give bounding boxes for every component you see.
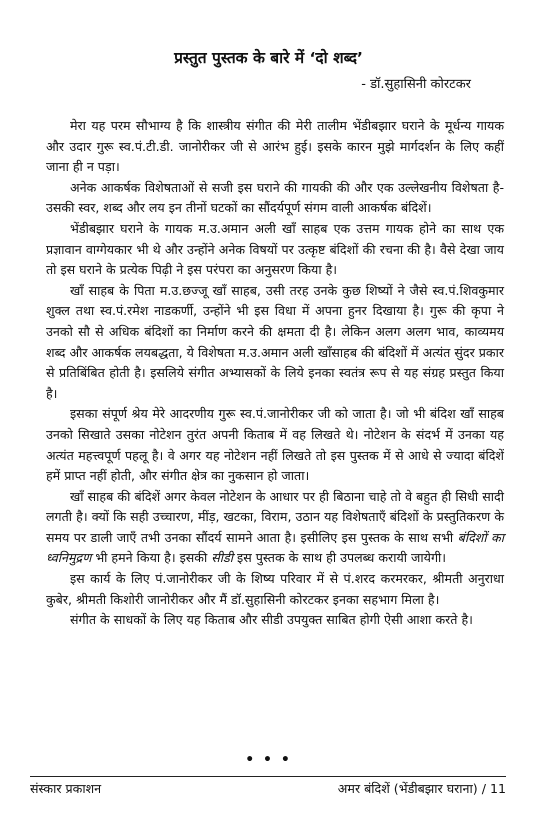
paragraph-6: [46, 487, 504, 569]
paragraph-6-text-middle: भी हमने किया है। इसकी: [91, 550, 212, 566]
paragraph-7: [46, 569, 504, 610]
body-text: [46, 116, 504, 631]
paragraph-8: [46, 610, 504, 631]
paragraph-5: [46, 404, 504, 486]
section-separator: • • •: [245, 752, 292, 768]
footer-rule: [30, 776, 506, 777]
paragraph-7-text: इस कार्य के लिए पं.जानोरीकर जी के शिष्य परिवार में से पं.शरद करमरकर, श्रीमती अनुराधा कुबेर, श्रीमती किशोरी जानोरीकर और मैं डॉ.सुहासिनी कोरटकर इनका सहभाग मिला है।: [46, 571, 504, 607]
paragraph-5-text: इसका संपूर्ण श्रेय मेरे आदरणीय गुरू स्व.पं.जानोरीकर जी को जाता है। जो भी बंदिश खाँ साहब उनको सिखाते उसका नोटेशन तुरंत अपनी किताब में वह लिखते थे। नोटेशन के संदर्भ में उनका यह अत्यंत महत्त्वपूर्ण पहलू है। वे अगर यह नोटेशन नहीं लिखते तो इस पुस्तक में से आधे से ज्यादा बंदिशें हमें प्राप्त नहीं होती, और संगीत क्षेत्र का नुकसान हो जाता।: [46, 406, 504, 484]
paragraph-4: [46, 281, 504, 405]
paragraph-2-text: अनेक आकर्षक विशेषताओं से सजी इस घराने की गायकी की और एक उल्लेखनीय विशेषता है- उसकी स्वर, शब्द और लय इन तीनों घटकों का सौंदर्यपूर्ण संगम वाली आकर्षक बंदिशें।: [46, 179, 504, 216]
paragraph-6-italic-cd: सीडी: [211, 550, 234, 566]
paragraph-1: [46, 116, 504, 178]
paragraph-2: [46, 178, 504, 219]
paragraph-4-text: खाँ साहब के पिता म.उ.छज्जू खाँ साहब, उसी तरह उनके कुछ शिष्यों ने जैसे स्व.पं.शिवकुमार शुक्ल तथा स्व.पं.रमेश नाडकर्णी, उन्होंने भी इस विधा में अपना हुनर दिखाया है। गुरू की कृपा ने उनको सौ से अधिक बंदिशों का निर्माण करने की क्षमता दी है। लेकिन अलग अलग भाव, काव्यमय शब्द और आकर्षक लयबद्धता, ये विशेषता म.उ.अमान अली खाँसाहब की बंदिशों में अत्यंत सुंदर प्रकार से प्रतिबिंबित होती है। इसलिये संगीत अभ्यासकों के लिये इनका स्वतंत्र रूप से यह संग्रह प्रस्तुत किया है।: [46, 282, 504, 401]
footer-book-title-page: अमर बंदिशें (भेंडीबझार घराना) / 11: [337, 781, 506, 796]
paragraph-3: [46, 219, 504, 281]
paragraph-6-text-end: इस पुस्तक के साथ ही उपलब्ध करायी जायेगी।: [233, 550, 447, 566]
paragraph-3-text: भेंडीबझार घराने के गायक म.उ.अमान अली खाँ साहब एक उत्तम गायक होने का साथ एक प्रज्ञावान वाग्गेयकार भी थे और उन्होंने अनेक विषयों पर उत्कृष्ट बंदिशों की रचना की है। वैसे देखा जाय तो इस घराने के प्रत्येक पिढ़ी ने इस परंपरा का अनुसरण किया है।: [46, 220, 504, 278]
author-byline: - डॉ.सुहासिनी कोरटकर: [361, 77, 471, 92]
paragraph-8-text: संगीत के साधकों के लिए यह किताब और सीडी उपयुक्त साबित होगी ऐसी आशा करते है।: [70, 612, 473, 628]
paragraph-6-text-start: खाँ साहब की बंदिशें अगर केवल नोटेशन के आधार पर ही बिठाना चाहे तो वे बहुत ही सिधी सादी लगती है। क्यों कि सही उच्चारण, मींड़, खटका, विराम, उठान यह विशेषताएँ बंदिशों के प्रस्तुतिकरण के समय पर डाली जाएँ तभी उनका सौंदर्य सामने आता है। इसीलिए इस पुस्तक के साथ सभी: [46, 488, 504, 545]
paragraph-1-text: मेरा यह परम सौभाग्य है कि शास्त्रीय संगीत की मेरी तालीम भेंडीबझार घराने के मूर्धन्य गायक और उदार गुरू स्व.पं.टी.डी. जानोरीकर जी से आरंभ हुई। इसके कारन मुझे मार्गदर्शन के लिए कहीं जाना ही न पड़ा।: [46, 118, 504, 175]
footer-publisher: संस्कार प्रकाशन: [30, 781, 102, 796]
page-title: प्रस्तुत पुस्तक के बारे में ‘दो शब्द’: [174, 49, 363, 67]
paragraph-6-italic-recording: बंदिशों का ध्वनिमुद्रण: [46, 529, 504, 566]
